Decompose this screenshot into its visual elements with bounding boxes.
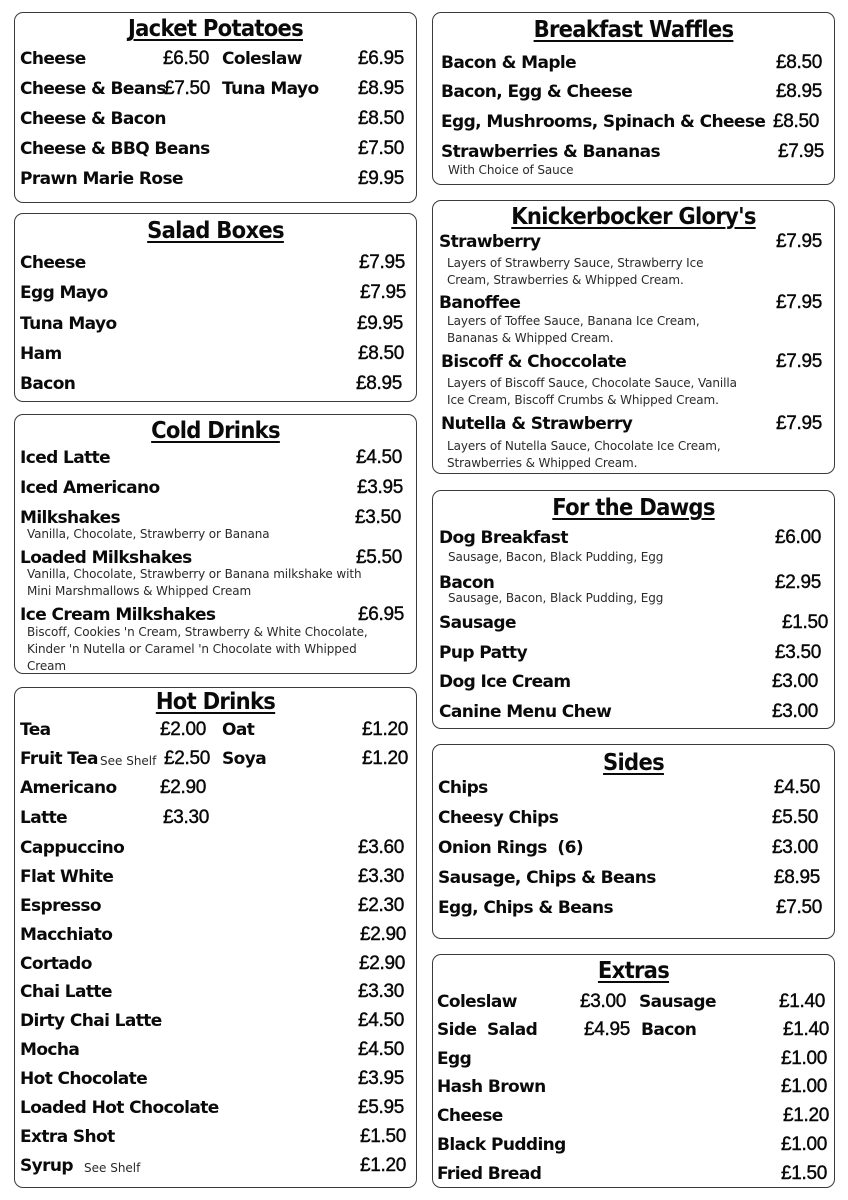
item-price: £7.95	[776, 231, 823, 252]
item-price: £3.30	[163, 807, 210, 828]
section-title-text: Jacket Potatoes	[127, 16, 304, 42]
see-shelf-note: See Shelf	[100, 754, 157, 768]
item-name: Hash Brown	[437, 1077, 546, 1097]
item-name: Black Pudding	[437, 1135, 566, 1155]
item-price: £4.95	[584, 1019, 631, 1040]
section-title-text: For the Dawgs	[552, 495, 715, 521]
item-price: £6.00	[775, 527, 822, 548]
extras-section	[432, 954, 835, 1188]
item-name: Milkshakes	[20, 508, 121, 528]
item-price: £1.50	[781, 1163, 828, 1184]
item-price: £3.30	[358, 981, 405, 1002]
item-name: Hot Chocolate	[20, 1069, 148, 1089]
item-name: Cappuccino	[20, 838, 125, 858]
item-price: £3.30	[358, 866, 405, 887]
item-name: Fried Bread	[437, 1164, 542, 1184]
item-price: £7.95	[776, 351, 823, 372]
item-price: £3.50	[355, 507, 402, 528]
item-name: Biscoff & Choccolate	[441, 352, 627, 372]
item-description: Kinder 'n Nutella or Caramel 'n Chocolate with Whipped	[27, 642, 357, 656]
item-price: £8.95	[774, 867, 821, 888]
item-price: £7.95	[360, 282, 407, 303]
item-price: £2.00	[160, 719, 207, 740]
item-price: £3.50	[775, 642, 822, 663]
item-price: £6.95	[358, 604, 405, 625]
item-price: £1.00	[781, 1076, 828, 1097]
item-name: Americano	[20, 778, 117, 798]
item-name: Cheese	[20, 253, 86, 273]
item-description: Layers of Biscoff Sauce, Chocolate Sauce, Vanilla	[447, 376, 737, 390]
item-price: £2.90	[359, 953, 406, 974]
item-name: Coleslaw	[437, 992, 517, 1012]
item-price: £7.95	[778, 141, 825, 162]
item-price: £5.50	[772, 807, 819, 828]
item-description: Vanilla, Chocolate, Strawberry or Banana milkshake with	[27, 567, 362, 581]
see-shelf-note: See Shelf	[84, 1161, 141, 1175]
item-price: £2.90	[360, 924, 407, 945]
for-the-dawgs-section	[432, 490, 835, 729]
item-description: Sausage, Bacon, Black Pudding, Egg	[448, 591, 664, 605]
item-name: Extra Shot	[20, 1127, 115, 1147]
item-name: Egg Mayo	[20, 283, 108, 303]
item-name: Mocha	[20, 1040, 80, 1060]
item-price: £8.95	[356, 373, 403, 394]
item-name: Syrup	[20, 1156, 73, 1176]
item-name: Latte	[20, 808, 68, 828]
item-name: Tuna Mayo	[20, 314, 117, 334]
item-name: Espresso	[20, 896, 101, 916]
item-name: Fruit Tea	[20, 749, 98, 769]
item-price: £7.50	[358, 138, 405, 159]
item-name: Cheese	[20, 49, 86, 69]
item-name: Soya	[222, 749, 267, 769]
item-price: £7.95	[359, 252, 406, 273]
item-price: £3.95	[357, 477, 404, 498]
item-name: Loaded Milkshakes	[20, 548, 192, 568]
item-description: Sausage, Bacon, Black Pudding, Egg	[448, 550, 664, 564]
item-description: Layers of Strawberry Sauce, Strawberry Ice	[447, 256, 704, 270]
item-price: £8.50	[358, 343, 405, 364]
section-title	[449, 750, 818, 776]
item-price: £2.30	[358, 895, 405, 916]
breakfast-waffles-section	[432, 12, 835, 185]
item-price: £1.00	[781, 1048, 828, 1069]
item-name: Egg, Mushrooms, Spinach & Cheese	[441, 112, 766, 132]
section-title-text: Sides	[603, 750, 664, 776]
item-price: £1.20	[362, 719, 409, 740]
item-name: Bacon	[20, 374, 76, 394]
section-title	[449, 958, 818, 984]
item-description: Mini Marshmallows & Whipped Cream	[27, 584, 252, 598]
item-name: Onion Rings (6)	[438, 838, 583, 858]
section-title-text: Cold Drinks	[151, 418, 280, 444]
item-name: Bacon & Maple	[441, 53, 577, 73]
item-name: Sausage, Chips & Beans	[438, 868, 656, 888]
knickerbocker-section	[432, 200, 835, 474]
item-name: Dirty Chai Latte	[20, 1011, 162, 1031]
item-name: Cortado	[20, 954, 92, 974]
item-price: £7.95	[776, 413, 823, 434]
item-price: £3.00	[580, 991, 627, 1012]
item-name: Ham	[20, 344, 62, 364]
item-name: Macchiato	[20, 925, 113, 945]
section-title-text: Hot Drinks	[155, 689, 276, 715]
item-name: Tea	[20, 720, 51, 740]
cold-drinks-section	[14, 414, 417, 674]
item-name: Bacon	[641, 1020, 697, 1040]
item-name: Prawn Marie Rose	[20, 169, 183, 189]
item-price: £9.95	[358, 168, 405, 189]
item-name: Sausage	[639, 992, 716, 1012]
item-name: Iced Latte	[20, 448, 111, 468]
item-price: £3.95	[358, 1068, 405, 1089]
section-title	[449, 17, 818, 43]
item-price: £1.20	[362, 748, 409, 769]
sides-section	[432, 744, 835, 939]
item-name: Loaded Hot Chocolate	[20, 1098, 219, 1118]
item-price: £7.50	[776, 897, 823, 918]
item-price: £1.20	[360, 1155, 407, 1176]
section-title-text: Salad Boxes	[147, 218, 284, 244]
item-price: £3.00	[772, 671, 819, 692]
item-name: Iced Americano	[20, 478, 160, 498]
item-name: Egg	[437, 1049, 472, 1069]
item-price: £2.90	[160, 777, 207, 798]
item-name: Sausage	[439, 613, 516, 633]
item-description: Bananas & Whipped Cream.	[447, 331, 614, 345]
item-price: £2.95	[775, 572, 822, 593]
item-name: Cheesy Chips	[438, 808, 559, 828]
item-description: Cream, Strawberries & Whipped Cream.	[447, 273, 684, 287]
item-price: £4.50	[774, 777, 821, 798]
section-title-text: Knickerbocker Glory's	[511, 204, 756, 230]
item-price: £9.95	[357, 313, 404, 334]
item-name: Ice Cream Milkshakes	[20, 605, 216, 625]
item-description: With Choice of Sauce	[448, 163, 574, 177]
item-name: Nutella & Strawberry	[441, 414, 633, 434]
item-price: £1.40	[779, 991, 826, 1012]
item-name: Flat White	[20, 867, 114, 887]
item-description: Layers of Nutella Sauce, Chocolate Ice Cream,	[447, 439, 721, 453]
item-name: Strawberries & Bananas	[441, 142, 661, 162]
section-title-text: Breakfast Waffles	[533, 17, 734, 43]
item-name: Bacon, Egg & Cheese	[441, 82, 633, 102]
item-price: £2.50	[164, 748, 211, 769]
item-price: £7.50	[164, 78, 211, 99]
item-price: £7.95	[776, 292, 823, 313]
item-price: £4.50	[358, 1010, 405, 1031]
item-price: £4.50	[356, 447, 403, 468]
item-name: Chai Latte	[20, 982, 112, 1002]
item-price: £6.50	[163, 48, 210, 69]
item-name: Tuna Mayo	[222, 79, 319, 99]
item-name: Bacon	[439, 573, 495, 593]
section-title	[449, 204, 818, 230]
item-price: £1.00	[781, 1134, 828, 1155]
item-price: £3.00	[772, 837, 819, 858]
item-price: £8.95	[358, 78, 405, 99]
section-title	[31, 16, 400, 42]
item-name: Dog Breakfast	[439, 528, 568, 548]
item-description: Strawberries & Whipped Cream.	[447, 456, 638, 470]
section-title	[31, 689, 400, 715]
item-name: Chips	[438, 778, 488, 798]
section-title	[31, 418, 400, 444]
item-price: £6.95	[358, 48, 405, 69]
item-price: £1.50	[360, 1126, 407, 1147]
item-price: £3.00	[772, 701, 819, 722]
item-price: £8.50	[776, 52, 823, 73]
item-name: Dog Ice Cream	[439, 672, 571, 692]
jacket-potatoes-section	[14, 12, 417, 203]
item-name: Egg, Chips & Beans	[438, 898, 614, 918]
item-name: Banoffee	[439, 293, 521, 313]
salad-boxes-section	[14, 213, 417, 402]
item-price: £3.60	[358, 837, 405, 858]
item-name: Strawberry	[439, 232, 541, 252]
item-price: £5.95	[358, 1097, 405, 1118]
item-price: £1.20	[783, 1105, 830, 1126]
item-description: Vanilla, Chocolate, Strawberry or Banana	[27, 527, 270, 541]
item-name: Canine Menu Chew	[439, 702, 612, 722]
section-title	[31, 218, 400, 244]
item-name: Oat	[222, 720, 255, 740]
item-price: £5.50	[356, 547, 403, 568]
item-name: Side Salad	[437, 1020, 538, 1040]
section-title	[449, 495, 818, 521]
item-price: £8.50	[773, 111, 820, 132]
item-description: Layers of Toffee Sauce, Banana Ice Cream,	[447, 314, 700, 328]
item-price: £8.50	[358, 108, 405, 129]
item-name: Pup Patty	[439, 643, 528, 663]
item-price: £1.50	[782, 612, 829, 633]
item-name: Cheese & Bacon	[20, 109, 166, 129]
item-name: Coleslaw	[222, 49, 302, 69]
item-price: £8.95	[776, 81, 823, 102]
item-name: Cheese & BBQ Beans	[20, 139, 210, 159]
section-title-text: Extras	[597, 958, 670, 984]
hot-drinks-section	[14, 687, 417, 1188]
item-name: Cheese & Beans	[20, 79, 166, 99]
item-description: Biscoff, Cookies 'n Cream, Strawberry & White Chocolate,	[27, 625, 368, 639]
item-description: Ice Cream, Biscoff Crumbs & Whipped Cream.	[447, 393, 719, 407]
item-name: Cheese	[437, 1106, 503, 1126]
item-description: Cream	[27, 659, 66, 673]
item-price: £4.50	[358, 1039, 405, 1060]
item-price: £1.40	[783, 1019, 830, 1040]
